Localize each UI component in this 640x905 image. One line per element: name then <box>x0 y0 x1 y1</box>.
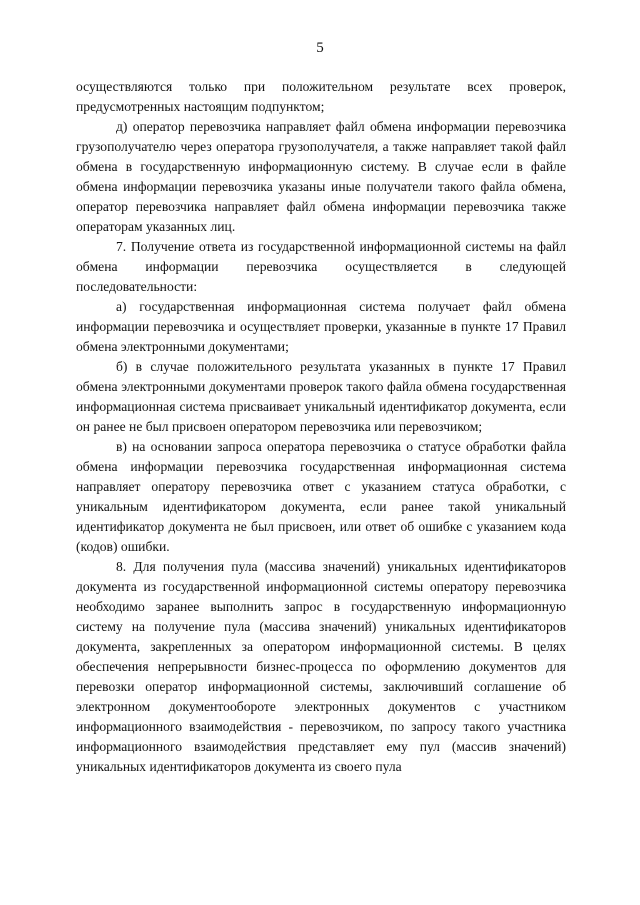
paragraph-item-8: 8. Для получения пула (массива значений) уникальных идентификаторов документа из государственной информационной системы оператору перевозчика необходимо заранее выполнить запрос в государственную информационную систему на получение пула (массива значений) уникальных идентификаторов документа, закрепленных за оператором информационной системы. В целях обеспечения непрерывности бизнес-процесса по оформлению документов для перевозки оператор информационной системы, заключивший соглашение об электронном документообороте электронных документов с участником информационного взаимодействия - перевозчиком, по запросу такого участника информационного взаимодействия представляет ему пул (массив значений) уникальных идентификаторов документа из своего пула <box>76 559 566 774</box>
paragraph-continuation: осуществляются только при положительном результате всех проверок, предусмотренных настоящим подпунктом; <box>76 79 566 114</box>
paragraph-subitem-b: б) в случае положительного результата указанных в пункте 17 Правил обмена электронными документами проверок такого файла обмена государственная информационная система присваивает уникальный идентификатор документа, если он ранее не был присвоен оператором перевозчика или перевозчиком; <box>76 359 566 434</box>
document-body <box>76 77 566 777</box>
paragraph-item-7: 7. Получение ответа из государственной информационной системы на файл обмена информации перевозчика осуществляется в следующей последовательности: <box>76 239 566 294</box>
paragraph-subitem-a: а) государственная информационная система получает файл обмена информации перевозчика и осуществляет проверки, указанные в пункте 17 Правил обмена электронными документами; <box>76 299 566 354</box>
paragraph-subitem-d: д) оператор перевозчика направляет файл обмена информации перевозчика грузополучателю через оператора грузополучателя, а также направляет такой файл обмена в государственную информационную систему. В случае если в файле обмена информации перевозчика указаны иные получатели такого файла обмена, оператор перевозчика направляет файл обмена информации перевозчика также операторам указанных лиц. <box>76 119 566 234</box>
page-number: 5 <box>316 40 324 56</box>
paragraph-subitem-v: в) на основании запроса оператора перевозчика о статусе обработки файла обмена информации перевозчика государственная информационная система направляет оператору перевозчика ответ с указанием статуса обработки, с уникальным идентификатором документа, если ранее такой уникальный идентификатор документа не был присвоен, или ответ об ошибке с указанием кода (кодов) ошибки. <box>76 439 566 554</box>
